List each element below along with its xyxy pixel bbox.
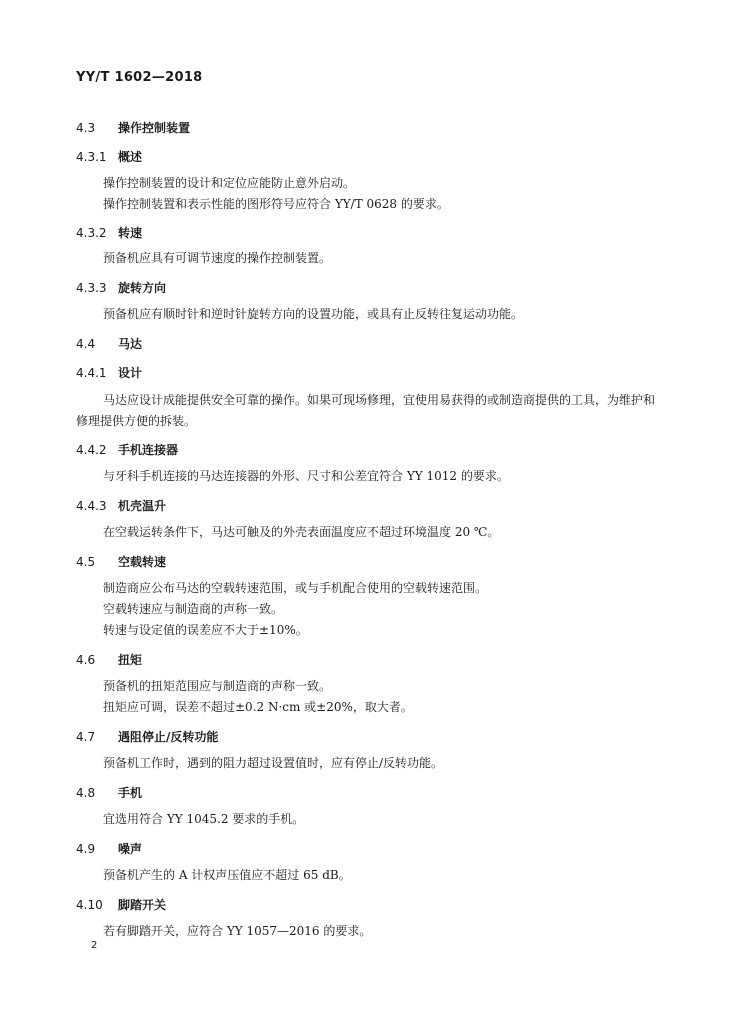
section-title: 遇阻停止/反转功能 <box>118 730 219 744</box>
section-heading-4-3-2 <box>76 224 142 241</box>
section-heading-4-10 <box>76 896 166 913</box>
paragraph: 马达应设计成能提供安全可靠的操作。如果可现场修理，宜使用易获得的或制造商提供的工具，为维护和修理提供方便的拆装。 <box>76 393 656 428</box>
section-number: 4.4.1 <box>76 366 107 380</box>
section-number: 4.3.3 <box>76 281 107 295</box>
section-title: 设计 <box>118 366 143 380</box>
section-title: 噪声 <box>118 842 143 856</box>
paragraph: 扭矩应可调，误差不超过±0.2 N·cm 或±20%，取大者。 <box>103 700 413 714</box>
section-title: 机壳温升 <box>118 499 167 513</box>
section-number: 4.4 <box>76 337 96 351</box>
section-title: 旋转方向 <box>118 281 167 295</box>
section-number: 4.3.1 <box>76 150 107 164</box>
paragraph: 预备机的扭矩范围应与制造商的声称一致。 <box>103 679 332 693</box>
paragraph: 制造商应公布马达的空载转速范围，或与手机配合使用的空载转速范围。 <box>103 581 488 595</box>
paragraph: 空载转速应与制造商的声称一致。 <box>103 602 284 616</box>
section-title: 空载转速 <box>118 555 167 569</box>
paragraph: 预备机应具有可调节速度的操作控制装置。 <box>103 251 332 265</box>
section-title: 操作控制装置 <box>118 121 191 135</box>
page-number: 2 <box>91 940 98 951</box>
section-title: 概述 <box>118 150 143 164</box>
section-heading-4-4-1 <box>76 364 142 381</box>
section-heading-4-3-1 <box>76 148 142 165</box>
section-title: 扭矩 <box>118 653 143 667</box>
section-number: 4.8 <box>76 786 96 800</box>
section-title: 转速 <box>118 226 143 240</box>
paragraph: 操作控制装置和表示性能的图形符号应符合 YY/T 0628 的要求。 <box>103 197 449 211</box>
section-heading-4-4-2 <box>76 441 178 458</box>
section-heading-4-7 <box>76 728 218 745</box>
paragraph: 若有脚踏开关，应符合 YY 1057—2016 的要求。 <box>103 924 372 938</box>
standard-header: YY/T 1602—2018 <box>76 70 203 85</box>
section-heading-4-9 <box>76 840 142 857</box>
section-heading-4-6 <box>76 651 142 668</box>
section-number: 4.4.2 <box>76 443 107 457</box>
paragraph: 与牙科手机连接的马达连接器的外形、尺寸和公差宜符合 YY 1012 的要求。 <box>103 469 509 483</box>
section-title: 手机 <box>118 786 143 800</box>
section-number: 4.3.2 <box>76 226 107 240</box>
section-heading-4-8 <box>76 784 142 801</box>
section-heading-4-3 <box>76 119 190 136</box>
paragraph: 预备机产生的 A 计权声压值应不超过 65 dB。 <box>103 868 351 882</box>
section-number: 4.7 <box>76 730 96 744</box>
section-number: 4.5 <box>76 555 96 569</box>
section-title: 手机连接器 <box>118 443 179 457</box>
section-number: 4.10 <box>76 898 103 912</box>
section-number: 4.4.3 <box>76 499 107 513</box>
section-heading-4-5 <box>76 553 166 570</box>
paragraph: 宜选用符合 YY 1045.2 要求的手机。 <box>103 812 305 826</box>
section-title: 马达 <box>118 337 143 351</box>
section-number: 4.6 <box>76 653 96 667</box>
section-heading-4-4-3 <box>76 497 166 514</box>
section-number: 4.3 <box>76 121 96 135</box>
paragraph: 在空载运转条件下，马达可触及的外壳表面温度应不超过环境温度 20 ℃。 <box>103 525 500 539</box>
section-title: 脚踏开关 <box>118 898 167 912</box>
section-heading-4-4 <box>76 335 142 352</box>
section-number: 4.9 <box>76 842 96 856</box>
paragraph: 预备机工作时，遇到的阻力超过设置值时，应有停止/反转功能。 <box>103 756 444 770</box>
paragraph: 转速与设定值的误差应不大于±10%。 <box>103 623 308 637</box>
paragraph: 预备机应有顺时针和逆时针旋转方向的设置功能，或具有止反转往复运动功能。 <box>103 307 524 321</box>
paragraph: 操作控制装置的设计和定位应能防止意外启动。 <box>103 176 356 190</box>
section-heading-4-3-3 <box>76 279 166 296</box>
